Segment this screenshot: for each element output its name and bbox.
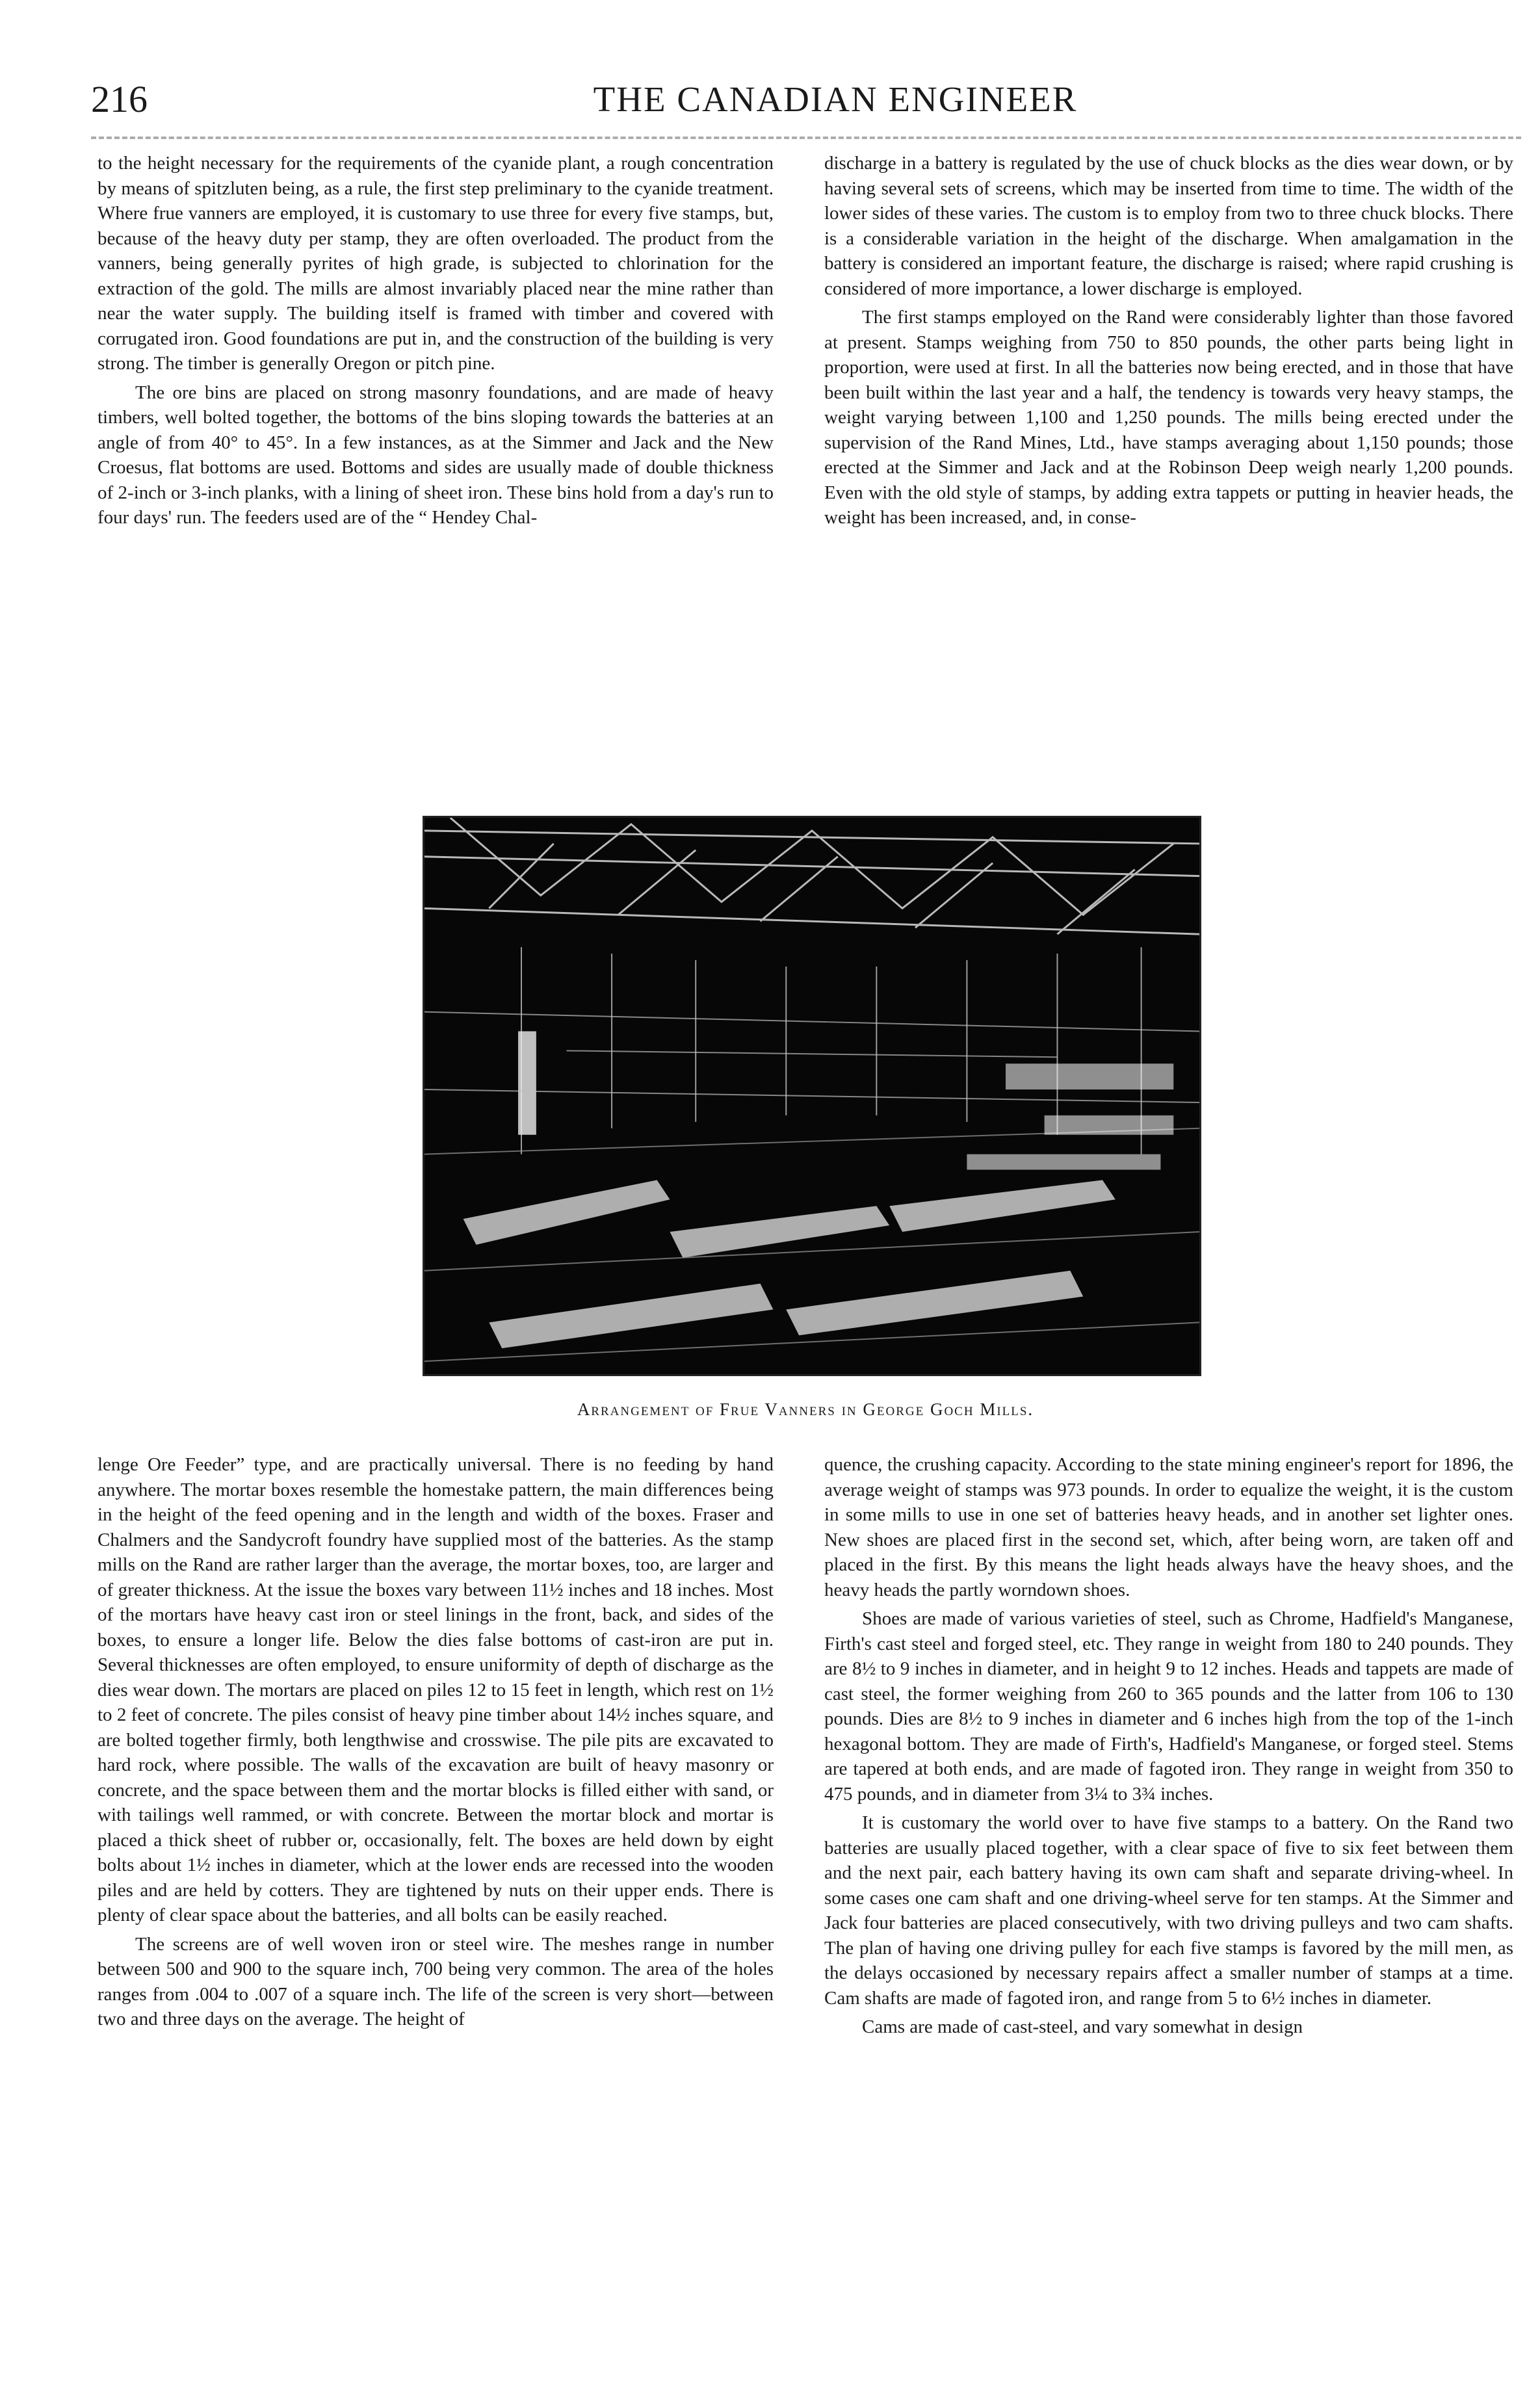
paragraph: discharge in a battery is regulated by the use of chuck blocks as the dies wear down, or by having several sets of screens, which may be inserted from time to time. The width of the lower sides of these varies. The custom is to employ from two to three chuck blocks. There is a considerable variation in the height of the discharge. When amalgamation in the battery is considered an important feature, the discharge is raised; where rapid crushing is considered of more importance, a lower discharge is employed. [824,153,1513,299]
paragraph: The ore bins are placed on strong masonry foundations, and are made of heavy timbers, well bolted together, the bottoms of the bins sloping towards the batteries at an angle of from 40° to 45°. In a few instances, as at the Simmer and Jack and the New Croesus, flat bottoms are used. Bottoms and sides are usually made of double thickness of 2-inch or 3-inch planks, with a lining of sheet iron. These bins hold from a day's run to four days' run. The feeders used are of the “ Hendey Chal- [98,382,774,528]
mill-interior-image [424,818,1199,1374]
paragraph: The screens are of well woven iron or steel wire. The meshes range in number between 500 and 900 to the square inch, 700 being very common. The area of the holes ranges from .004 to .007 of a square inch. The life of the screen is very short—between two and three days on the average. The height of [98,1933,774,2029]
page-number: 216 [91,78,148,120]
page-header [91,77,1521,137]
mill-photograph [423,816,1201,1376]
paragraph: lenge Ore Feeder” type, and are practically universal. There is no feeding by hand anywhere. The mortar boxes resemble the homestake pattern, the main differences being in the height of the feed opening and in the length and width of the boxes. Fraser and Chalmers and the Sandycroft foundry have supplied most of the batteries. As the stamp mills on the Rand are rather larger than the average, the mortar boxes, too, are larger and of greater thickness. At the issue the boxes vary between 11½ inches and 18 inches. Most of the mortars have heavy cast iron or steel linings in the front, back, and sides of the boxes, to ensure a longer life. Below the dies false bottoms of cast-iron are put in. Several thicknesses are often employed, to ensure uniformity of depth of discharge as the dies wear down. The mortars are placed on piles 12 to 15 feet in length, which rest on 1½ to 2 feet of concrete. The piles consist of heavy pine timber about 14½ inches square, and are bolted together firmly, both lengthwise and crosswise. The pile pits are excavated to hard rock, where possible. The walls of the excavation are built of heavy masonry or concrete, and the space between them and the mortar blocks is filled either with sand, or with tailings well rammed, or with concrete. Between the mortar block and mortar is placed a thick sheet of rubber or, occasionally, felt. The boxes are held down by eight bolts about 1½ inches in diameter, which at the lower ends are recessed into the wooden piles and are held by cotters. They are tightened by nuts on their upper ends. There is plenty of clear space about the batteries, and all bolts can be easily reached. [98,1454,774,1925]
paragraph: It is customary the world over to have five stamps to a battery. On the Rand two batteries are usually placed together, with a clear space of five to six feet between them and the next pair, each battery having its own cam shaft and separate driving-wheel. In some cases one cam shaft and one driving-wheel serve for ten stamps. At the Simmer and Jack four batteries are placed consecutively, with two driving pulleys and two cam shafts. The plan of having one driving pulley for each five stamps is favored by the mill men, as the delays occasioned by necessary repairs affect a smaller number of stamps at a time. Cam shafts are made of fagoted iron, and range from 5 to 6½ inches in diameter. [824,1812,1513,2009]
figure-caption [98,1398,1513,1421]
column-right-bottom [824,1452,1513,2040]
journal-title: THE CANADIAN ENGINEER [593,79,1078,119]
paragraph: to the height necessary for the requirements of the cyanide plant, a rough concentration by means of spitzluten being, as a rule, the first step preliminary to the cyanide treatment. Where frue vanners are employed, it is customary to use three for every five stamps, but, because of the heavy duty per stamp, they are often overloaded. The product from the vanners, being generally pyrites of high grade, is subjected to chlorination for the extraction of the gold. The mills are almost invariably placed near the mine rather than near the water supply. The building itself is framed with timber and covered with corrugated iron. Good foundations are put in, and the construction of the building is very strong. The timber is generally Oregon or pitch pine. [98,153,774,374]
paragraph: Shoes are made of various varieties of steel, such as Chrome, Hadfield's Manganese, Firth's cast steel and forged steel, etc. They range in weight from 180 to 240 pounds. They are 8½ to 9 inches in diameter, and in height 9 to 12 inches. Heads and tappets are made of cast steel, the former weighing from 260 to 365 pounds and the latter from 106 to 130 pounds. Dies are 8½ to 9 inches in diameter and 6 inches high from the top of the 1-inch hexagonal bottom. They are made of Firth's, Hadfield's Manganese, or forged steel. Stems are tapered at both ends, and are made of fagoted iron. They range in weight from 350 to 475 pounds, and in diameter from 3¼ to 3¾ inches. [824,1608,1513,1805]
column-right-top [824,151,1513,530]
column-left-top [98,151,774,530]
paragraph: quence, the crushing capacity. According to the state mining engineer's report for 1896, the average weight of stamps was 973 pounds. In order to equalize the weight, it is the custom in some mills to use in one set of batteries heavy heads, and in another set lighter ones. New shoes are placed first in the second set, which, after being worn, are taken off and placed in the first. By this means the light heads always have the heavy shoes, and the heavy heads the partly worndown shoes. [824,1454,1513,1600]
figure-caption-text: Arrangement of Frue Vanners in George Goch Mills. [577,1400,1034,1419]
header-rule [91,137,1521,139]
column-left-bottom [98,1452,774,2032]
paragraph: Cams are made of cast-steel, and vary somewhat in design [862,2016,1303,2037]
paragraph: The first stamps employed on the Rand were considerably lighter than those favored at present. Stamps weighing from 750 to 850 pounds, the other parts being light in proportion, were used at first. In all the batteries now being erected, and in those that have been built within the last year and a half, the tendency is towards very heavy stamps, the weight varying between 1,100 and 1,250 pounds. The mills being erected under the supervision of the Rand Mines, Ltd., have stamps averaging about 1,150 pounds; those erected at the Simmer and Jack and at the Robinson Deep weigh nearly 1,200 pounds. Even with the old style of stamps, by adding extra tappets or putting in heavier heads, the weight has been increased, and, in conse- [824,307,1513,528]
